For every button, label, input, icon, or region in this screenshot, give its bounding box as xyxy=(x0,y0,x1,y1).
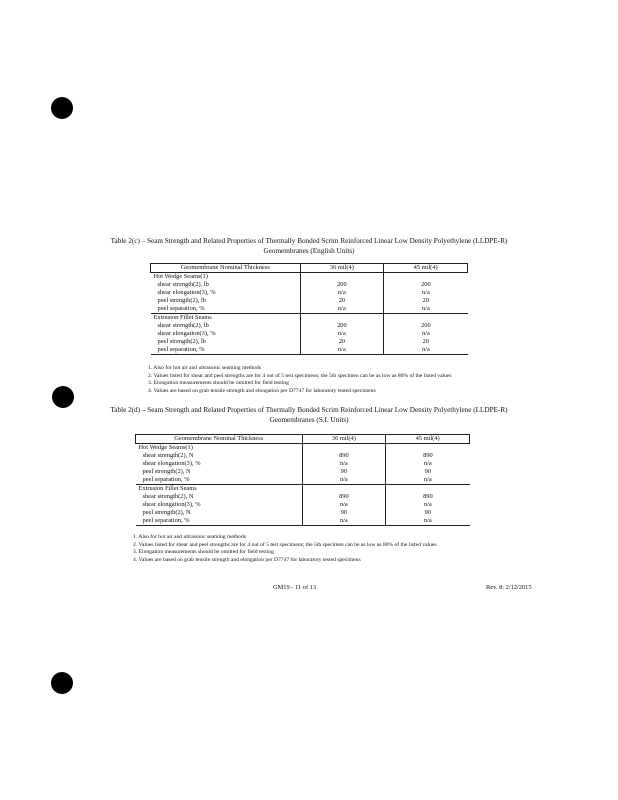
table-row xyxy=(136,476,470,485)
note-line: 3. Elongation measurements should be omitted for field testing xyxy=(148,380,289,387)
cell-value: 200 xyxy=(384,281,468,289)
table-caption xyxy=(0,405,618,425)
note-line: 4. Values are based on grab tensile strength and elongation per D7747 for laboratory tested specimens xyxy=(148,387,376,394)
cell-value: n/a xyxy=(302,501,386,509)
property-label: peel strength(2), N xyxy=(142,509,191,516)
cell-value: n/a xyxy=(302,476,386,485)
cell-value: n/a xyxy=(386,460,470,468)
cell-value: 200 xyxy=(300,322,384,330)
header-row xyxy=(136,435,470,444)
header-row xyxy=(151,264,468,273)
cell-value: n/a xyxy=(300,346,384,355)
cell-value: n/a xyxy=(384,289,468,297)
property-label: shear elongation(3), % xyxy=(157,289,216,296)
table-row xyxy=(151,346,468,355)
cell-value: 90 xyxy=(302,509,386,517)
cell-value: 200 xyxy=(300,281,384,289)
table-row xyxy=(151,289,468,297)
punch-hole-top xyxy=(51,97,73,119)
cell-value: n/a xyxy=(300,289,384,297)
table-notes xyxy=(148,365,452,395)
cell-value: n/a xyxy=(386,517,470,526)
cell-value: 890 xyxy=(302,452,386,460)
property-label: peel separation, % xyxy=(157,305,205,312)
cell-value: 90 xyxy=(386,468,470,476)
property-label: shear elongation(3), % xyxy=(142,460,201,467)
table-row xyxy=(136,501,470,509)
note-line: 1. Also for hot air and ultrasonic seaming methods xyxy=(133,534,246,540)
seam-strength-table-english xyxy=(150,263,468,355)
table-notes xyxy=(133,534,437,564)
cell-value: 20 xyxy=(300,297,384,305)
caption-line: Table 2(c) – Seam Strength and Related Properties of Thermally Bonded Scrim Reinforced Linear Low Density Polyethylene (LLDPE-R) xyxy=(110,237,508,245)
cell-value: n/a xyxy=(300,330,384,338)
seam-strength-table-si xyxy=(135,434,470,526)
cell-value: 890 xyxy=(302,493,386,501)
group-row xyxy=(136,444,470,453)
table-row xyxy=(136,452,470,460)
caption-line: Table 2(d) – Seam Strength and Related Properties of Thermally Bonded Scrim Reinforced Linear Low Density Polyethylene (LLDPE-R) xyxy=(110,406,508,414)
property-label: peel strength(2), N xyxy=(142,468,191,475)
cell-value: 90 xyxy=(386,509,470,517)
revision-label: Rev. 8: 2/12/2015 xyxy=(486,584,532,591)
caption-subtitle: Geomembranes (English Units) xyxy=(263,247,355,255)
cell-value: n/a xyxy=(300,305,384,314)
cell-value: 20 xyxy=(384,297,468,305)
column-header: Geomembrane Nominal Thickness xyxy=(136,435,303,444)
cell-value: n/a xyxy=(386,476,470,485)
cell-value: n/a xyxy=(302,517,386,526)
punch-hole-bottom xyxy=(51,672,73,694)
group-row xyxy=(136,485,470,494)
property-label: peel strength(2), lb xyxy=(157,338,206,345)
cell-value: 890 xyxy=(386,452,470,460)
column-header: Geomembrane Nominal Thickness xyxy=(151,264,301,273)
property-label: peel strength(2), lb xyxy=(157,297,206,304)
table-row xyxy=(151,281,468,289)
cell-value: n/a xyxy=(384,346,468,355)
note-line: 2. Values listed for shear and peel strengths are for 4 out of 5 test specimens; the 5th specimen can be as low as 80% of the listed values xyxy=(148,372,452,379)
property-label: peel separation, % xyxy=(142,476,190,483)
cell-value: 890 xyxy=(386,493,470,501)
note-line: 1. Also for hot air and ultrasonic seaming methods xyxy=(148,365,261,371)
group-label: Extrusion Fillet Seams xyxy=(136,485,303,494)
column-header: 45 mil(4) xyxy=(386,435,470,444)
table-row xyxy=(151,297,468,305)
table-row xyxy=(136,517,470,526)
table-row xyxy=(151,330,468,338)
table-row xyxy=(151,322,468,330)
cell-value: 200 xyxy=(384,322,468,330)
group-label: Extrusion Fillet Seams xyxy=(151,314,301,323)
table-row xyxy=(136,468,470,476)
caption-subtitle: Geomembranes (S.I. Units) xyxy=(269,416,349,424)
cell-value: 20 xyxy=(384,338,468,346)
note-line: 2. Values listed for shear and peel strengths are for 4 out of 5 test specimens; the 5th specimen can be as low as 80% of the listed values xyxy=(133,541,437,548)
property-label: peel separation, % xyxy=(142,517,190,524)
property-label: shear strength(2), lb xyxy=(157,281,209,288)
property-label: shear strength(2), lb xyxy=(157,322,209,329)
table-row xyxy=(136,460,470,468)
column-header: 45 mil(4) xyxy=(384,264,468,273)
note-line: 4. Values are based on grab tensile strength and elongation per D7747 for laboratory tested specimens xyxy=(133,556,361,563)
property-label: shear strength(2), N xyxy=(142,452,194,459)
property-label: peel separation, % xyxy=(157,346,205,353)
cell-value: n/a xyxy=(384,330,468,338)
group-row xyxy=(151,314,468,323)
property-label: shear elongation(3), % xyxy=(142,501,201,508)
column-header: 36 mil(4) xyxy=(300,264,384,273)
cell-value: n/a xyxy=(302,460,386,468)
table-row xyxy=(136,509,470,517)
table-row xyxy=(136,493,470,501)
group-label: Hot Wedge Seams(1) xyxy=(138,444,193,451)
group-row xyxy=(151,273,468,282)
table-row xyxy=(151,305,468,314)
property-label: shear strength(2), N xyxy=(142,493,194,500)
cell-value: 90 xyxy=(302,468,386,476)
column-header: 36 mil(4) xyxy=(302,435,386,444)
cell-value: 20 xyxy=(300,338,384,346)
page-number: GM19 - 11 of 13 xyxy=(273,584,317,591)
cell-value: n/a xyxy=(384,305,468,314)
group-label: Hot Wedge Seams(1) xyxy=(153,273,208,280)
note-line: 3. Elongation measurements should be omitted for field testing xyxy=(133,549,274,556)
table-caption xyxy=(0,236,618,256)
property-label: shear elongation(3), % xyxy=(157,330,216,337)
table-row xyxy=(151,338,468,346)
cell-value: n/a xyxy=(386,501,470,509)
